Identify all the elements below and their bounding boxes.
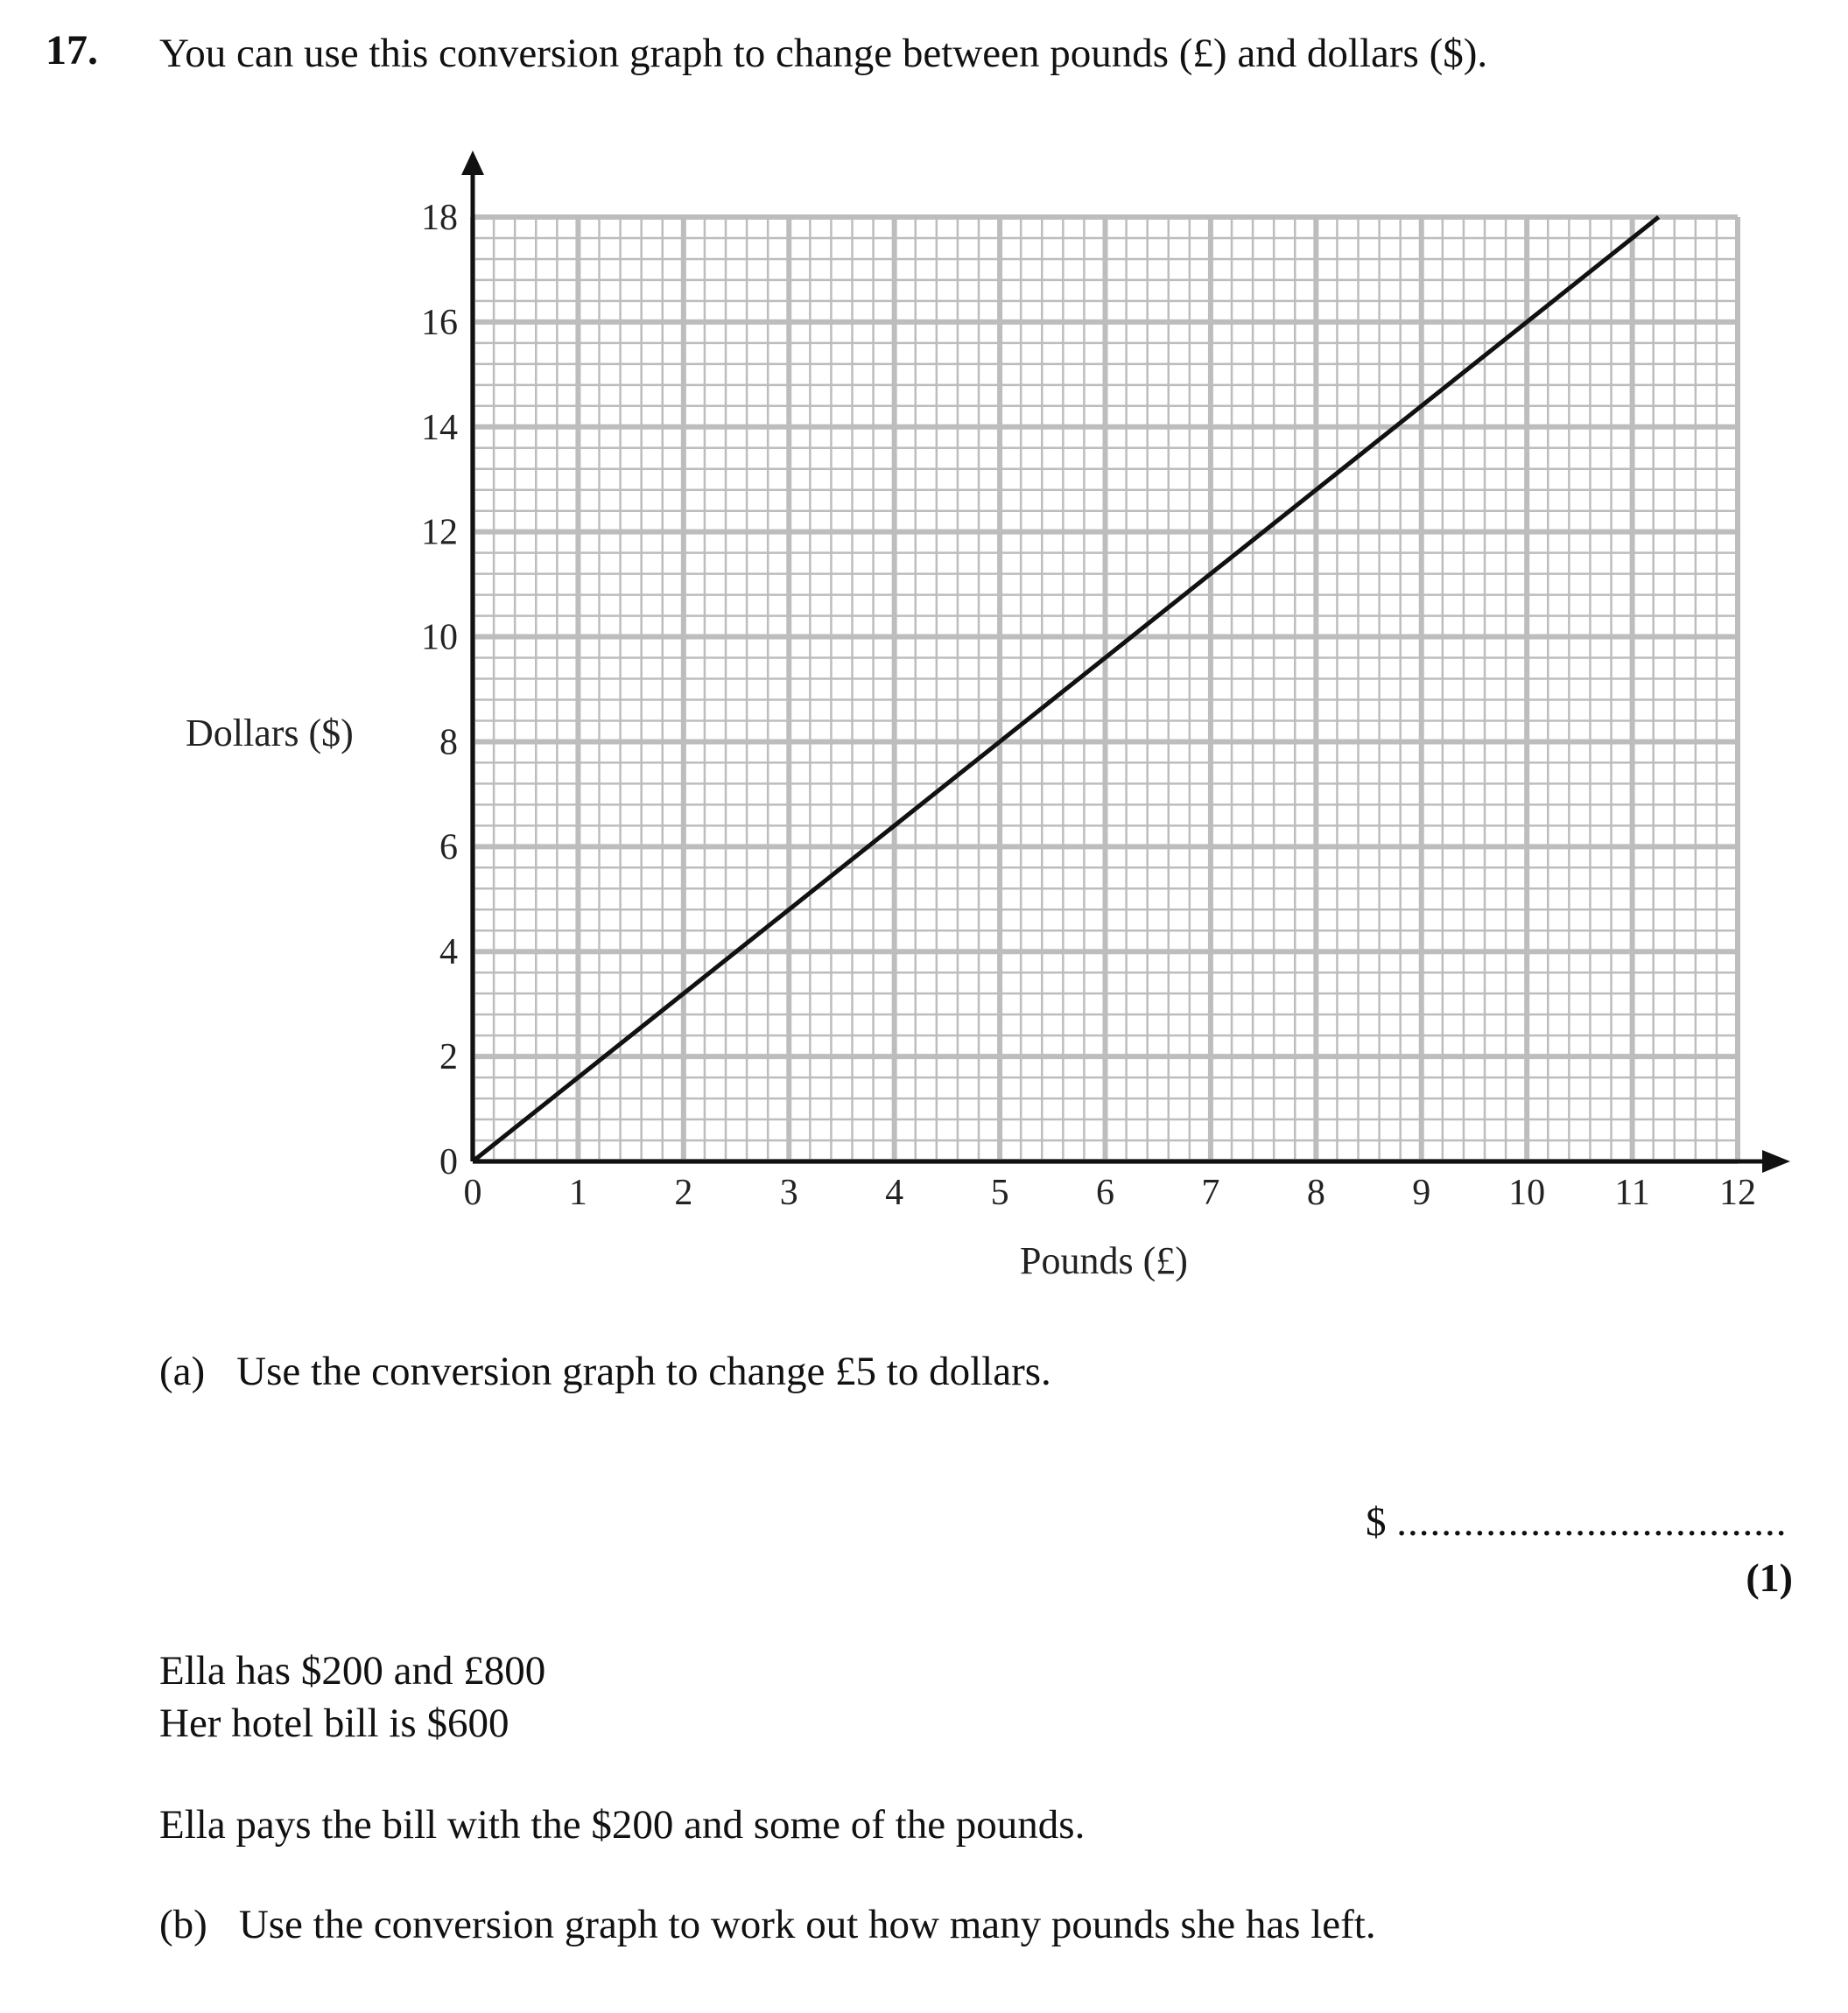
y-tick-label: 8 — [439, 722, 458, 763]
answer-dots: ................................... — [1396, 1499, 1788, 1545]
part-a-text: Use the conversion graph to change £5 to dollars. — [236, 1349, 1051, 1394]
answer-prefix: $ — [1366, 1499, 1387, 1545]
scenario-line-2: Her hotel bill is $600 — [159, 1701, 509, 1746]
x-tick-label: 3 — [779, 1173, 798, 1213]
part-a-question — [159, 1348, 1051, 1395]
y-tick-label: 10 — [421, 617, 458, 658]
y-axis-arrow — [461, 151, 484, 175]
x-tick-label: 2 — [674, 1173, 693, 1213]
y-tick-label: 16 — [421, 302, 458, 343]
x-tick-label: 4 — [885, 1173, 904, 1213]
x-tick-label: 7 — [1201, 1173, 1220, 1213]
x-tick-label: 6 — [1096, 1173, 1114, 1213]
part-b-question — [159, 1901, 1376, 1948]
x-tick-label: 0 — [463, 1173, 482, 1213]
part-a-label: (a) — [159, 1349, 206, 1394]
x-tick-label: 12 — [1719, 1173, 1756, 1213]
x-tick-label: 11 — [1614, 1173, 1650, 1213]
part-b-text: Use the conversion graph to work out how many pounds she has left. — [238, 1902, 1376, 1947]
part-b-label: (b) — [159, 1902, 207, 1947]
y-tick-label: 4 — [439, 932, 458, 973]
x-tick-label: 5 — [990, 1173, 1009, 1213]
scenario-line-3: Ella pays the bill with the $200 and some of the pounds. — [159, 1802, 1086, 1848]
question-intro: You can use this conversion graph to change between pounds (£) and dollars ($). — [159, 31, 1488, 76]
y-tick-label: 18 — [421, 198, 458, 238]
x-tick-label: 8 — [1306, 1173, 1325, 1213]
y-tick-label: 2 — [439, 1037, 458, 1078]
question-number: 17. — [46, 27, 98, 74]
part-a-answer-line[interactable] — [1366, 1498, 1788, 1546]
scenario-line-1: Ella has $200 and £800 — [159, 1648, 546, 1694]
x-axis-arrow — [1762, 1150, 1790, 1173]
part-a-marks: (1) — [1746, 1555, 1793, 1600]
x-axis-label: Pounds (£) — [1020, 1239, 1188, 1282]
y-tick-label: 0 — [439, 1142, 458, 1182]
y-axis-label: Dollars ($) — [186, 712, 354, 754]
x-tick-label: 9 — [1412, 1173, 1431, 1213]
x-tick-label: 1 — [568, 1173, 587, 1213]
y-tick-label: 14 — [421, 407, 458, 448]
x-tick-label: 10 — [1508, 1173, 1546, 1213]
y-tick-label: 12 — [421, 512, 458, 553]
y-tick-label: 6 — [439, 827, 458, 868]
